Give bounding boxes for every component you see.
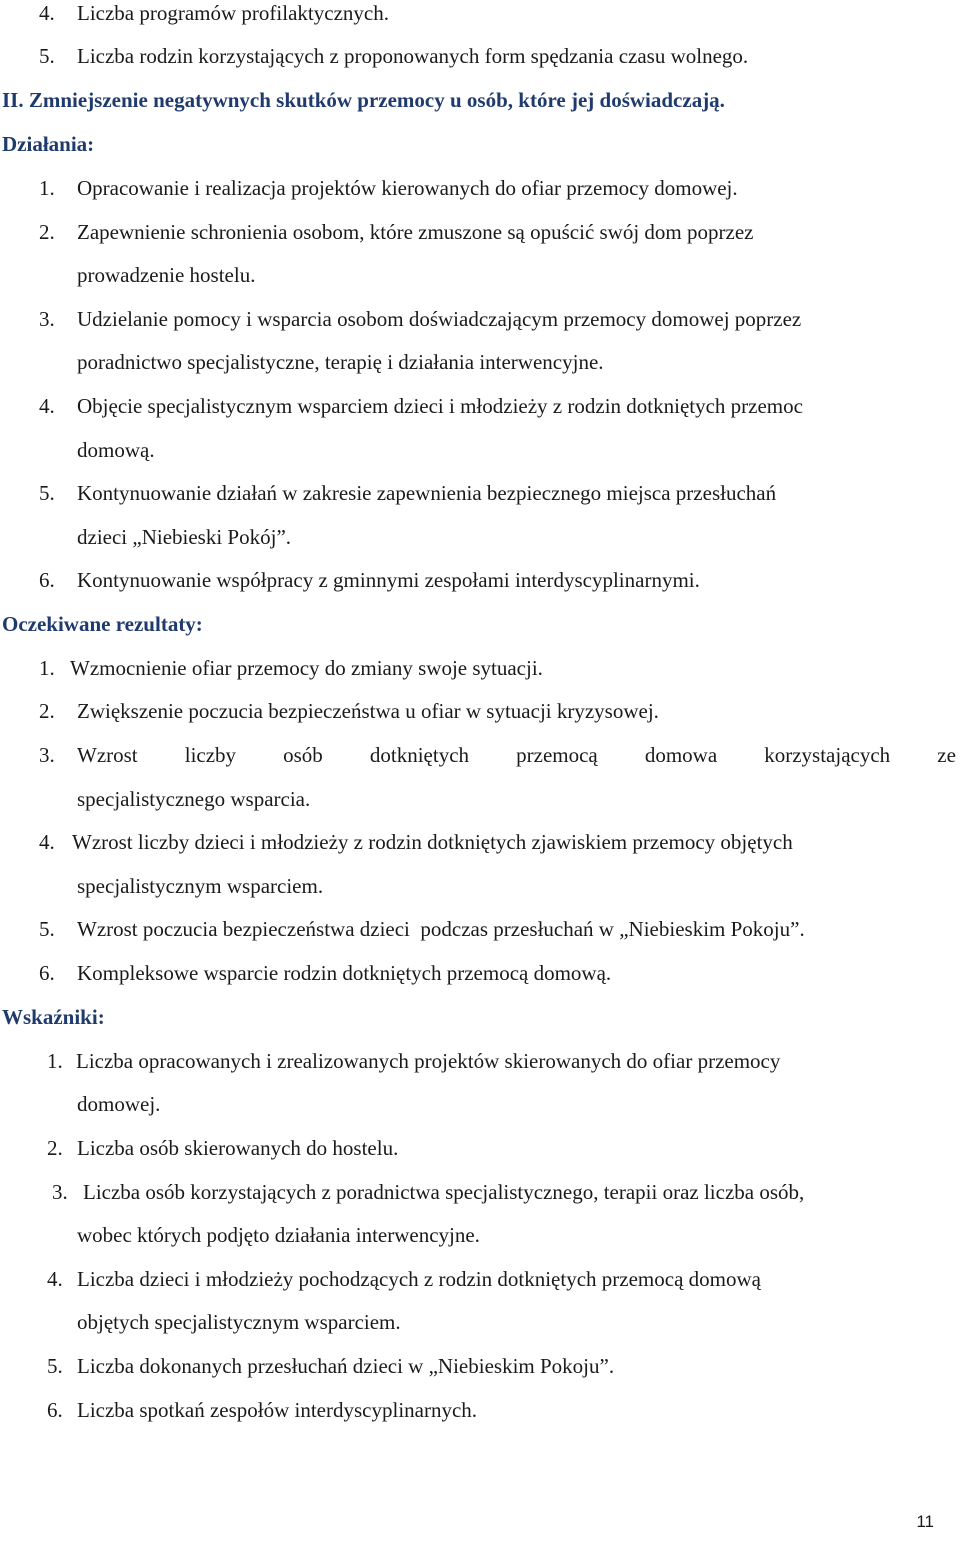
list-number: 4. xyxy=(39,394,55,418)
list-text: Liczba rodzin korzystających z proponowanych form spędzania czasu wolnego. xyxy=(77,44,749,68)
list-text: Liczba osób korzystających z poradnictwa specjalistycznego, terapii oraz liczba osób, xyxy=(83,1180,805,1204)
section-title: Zmniejszenie negatywnych skutków przemocy u osób, które jej doświadczają. xyxy=(28,88,725,112)
page-number: 11 xyxy=(916,1512,934,1531)
list-text: Wzrost poczucia bezpieczeństwa dzieci podczas przesłuchań w „Niebieskim Pokoju”. xyxy=(77,917,805,941)
word: osób xyxy=(283,743,323,767)
list-text: Kontynuowanie działań w zakresie zapewnienia bezpiecznego miejsca przesłuchań xyxy=(77,481,777,505)
list-number: 2. xyxy=(39,220,55,244)
list-text: Udzielanie pomocy i wsparcia osobom doświadczającym przemocy domowej poprzez xyxy=(77,307,802,331)
word: dotkniętych xyxy=(369,743,470,767)
list-text: poradnictwo specjalistyczne, terapię i działania interwencyjne. xyxy=(77,350,604,374)
list-number: 5. xyxy=(39,44,55,68)
list-number: 6. xyxy=(47,1398,63,1422)
list-text: wobec których podjęto działania interwencyjne. xyxy=(77,1223,480,1247)
word: korzystających xyxy=(764,743,891,767)
list-text: Kontynuowanie współpracy z gminnymi zespołami interdyscyplinarnymi. xyxy=(77,568,700,592)
section-heading xyxy=(2,87,725,113)
list-text: objętych specjalistycznym wsparciem. xyxy=(77,1310,401,1334)
list-text: specjalistycznego wsparcia. xyxy=(77,787,311,811)
list-text: Kompleksowe wsparcie rodzin dotkniętych przemocą domową. xyxy=(77,961,612,985)
justified-text xyxy=(77,742,956,768)
list-number: 1. xyxy=(39,176,55,200)
list-text: domową. xyxy=(77,438,155,462)
dzialania-heading: Działania: xyxy=(2,132,95,156)
list-number: 4. xyxy=(39,1,55,25)
list-number: 3. xyxy=(39,743,55,767)
list-number: 5. xyxy=(47,1354,63,1378)
list-text: specjalistycznym wsparciem. xyxy=(77,874,324,898)
list-number: 5. xyxy=(39,917,55,941)
wskazniki-heading: Wskaźniki: xyxy=(2,1005,105,1029)
list-text: dzieci „Niebieski Pokój”. xyxy=(77,525,292,549)
list-text: Liczba spotkań zespołów interdyscyplinarnych. xyxy=(77,1398,478,1422)
list-text: domowej. xyxy=(77,1092,161,1116)
word: Wzrost xyxy=(77,743,138,767)
list-number: 3. xyxy=(39,307,55,331)
list-text: Liczba programów profilaktycznych. xyxy=(77,1,389,25)
list-number: 3. xyxy=(52,1180,68,1204)
list-text: Liczba dokonanych przesłuchań dzieci w „Niebieskim Pokoju”. xyxy=(77,1354,615,1378)
word: ze xyxy=(937,743,956,767)
list-text: prowadzenie hostelu. xyxy=(77,263,256,287)
list-number: 2. xyxy=(47,1136,63,1160)
word: liczby xyxy=(184,743,237,767)
list-text: Zapewnienie schronienia osobom, które zmuszone są opuścić swój dom poprzez xyxy=(77,220,754,244)
list-number: 4. xyxy=(47,1267,63,1291)
list-text: Zwiększenie poczucia bezpieczeństwa u ofiar w sytuacji kryzysowej. xyxy=(77,699,659,723)
list-number: 2. xyxy=(39,699,55,723)
list-number: 1. xyxy=(39,656,55,680)
list-text: Liczba dzieci i młodzieży pochodzących z rodzin dotkniętych przemocą domową xyxy=(77,1267,761,1291)
list-text: Liczba osób skierowanych do hostelu. xyxy=(77,1136,399,1160)
list-text: Objęcie specjalistycznym wsparciem dzieci i młodzieży z rodzin dotkniętych przemoc xyxy=(77,394,803,418)
list-text: Wzmocnienie ofiar przemocy do zmiany swoje sytuacji. xyxy=(70,656,543,680)
list-text: Liczba opracowanych i zrealizowanych projektów skierowanych do ofiar przemocy xyxy=(76,1049,781,1073)
list-text: Wzrost liczby dzieci i młodzieży z rodzin dotkniętych zjawiskiem przemocy objętych xyxy=(72,830,793,854)
list-number: 5. xyxy=(39,481,55,505)
list-number: 1. xyxy=(47,1049,63,1073)
word: domowa xyxy=(644,743,718,767)
word: przemocą xyxy=(516,743,598,767)
rezultaty-heading: Oczekiwane rezultaty: xyxy=(2,612,203,636)
section-numeral: II. xyxy=(2,88,24,112)
list-number: 6. xyxy=(39,961,55,985)
list-number: 6. xyxy=(39,568,55,592)
list-text: Opracowanie i realizacja projektów kierowanych do ofiar przemocy domowej. xyxy=(77,176,738,200)
list-number: 4. xyxy=(39,830,55,854)
